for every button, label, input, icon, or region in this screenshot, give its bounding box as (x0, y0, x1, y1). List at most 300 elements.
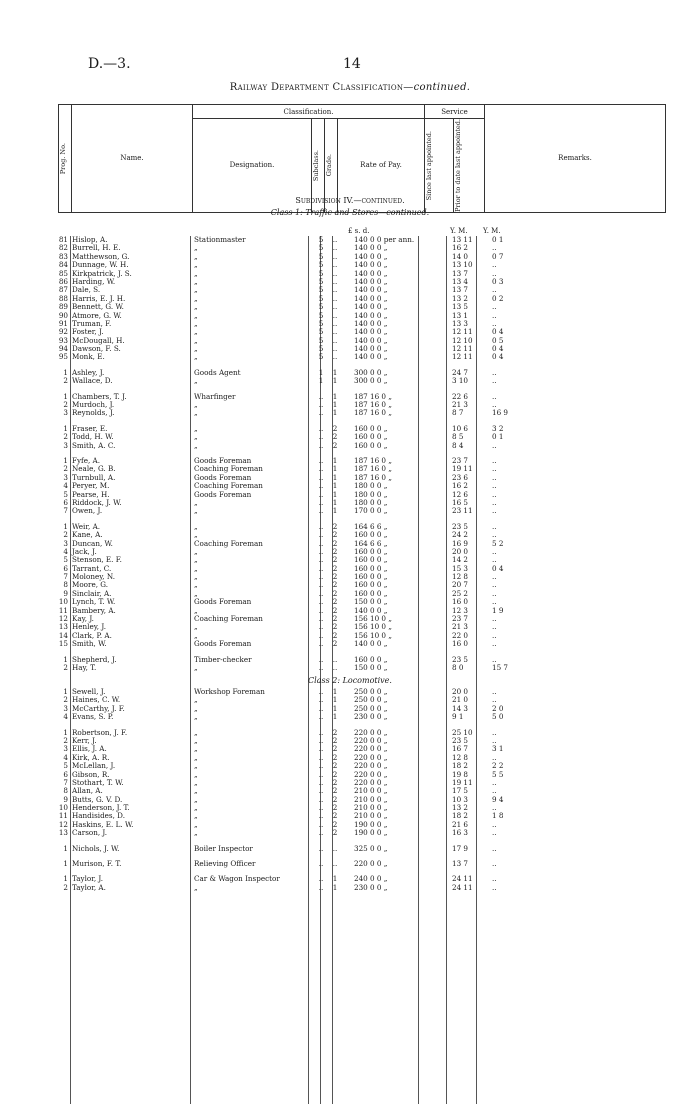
designation: „ (194, 777, 198, 787)
designation: Timber-checker (194, 654, 252, 664)
employee-name: McDougall, H. (72, 335, 125, 345)
rate-of-pay: 156 10 0 „ (354, 630, 393, 640)
row-number: 91 (58, 318, 68, 328)
service-since-last: 12 11 (452, 327, 473, 337)
rate-of-pay: 220 0 0 „ (354, 859, 388, 869)
service-prior: .. (492, 572, 497, 582)
rate-of-pay: 220 0 0 „ (354, 777, 388, 787)
service-prior: .. (492, 803, 497, 813)
employee-name: Fyfe, A. (72, 455, 101, 465)
service-prior: .. (492, 521, 497, 531)
grade: .. (332, 243, 338, 253)
rate-of-pay: 160 0 0 „ (354, 588, 388, 598)
subclass: .. (318, 744, 324, 754)
service-since-last: 24 11 (452, 882, 473, 892)
rate-of-pay: 220 0 0 „ (354, 752, 388, 762)
service-since-last: 17 5 (452, 786, 469, 796)
row-number: 94 (58, 344, 68, 354)
employee-name: Murdoch, J. (72, 400, 115, 410)
service-since-last: 13 10 (452, 260, 473, 270)
designation: „ (194, 588, 198, 598)
designation: „ (194, 630, 198, 640)
employee-name: Moore, G. (72, 580, 109, 590)
service-prior: .. (492, 654, 497, 664)
designation: „ (194, 735, 198, 745)
grade: 1 (332, 391, 338, 401)
subclass: 5 (318, 251, 324, 261)
subclass: .. (318, 489, 324, 499)
row-number: 3 (63, 408, 68, 418)
service-since-last: 23 7 (452, 455, 469, 465)
rate-of-pay: 164 6 6 „ (354, 538, 388, 548)
rate-of-pay: 240 0 0 „ (354, 874, 388, 884)
service-since-last: 20 0 (452, 687, 469, 696)
grade: .. (332, 310, 338, 320)
designation: Wharfinger (194, 391, 236, 401)
rate-of-pay: 220 0 0 „ (354, 727, 388, 737)
service-since-last: 13 7 (452, 268, 469, 278)
designation: „ (194, 882, 198, 892)
grade: 2 (332, 588, 338, 598)
rate-of-pay: 164 6 6 „ (354, 521, 388, 531)
designation: „ (194, 276, 198, 286)
class2-rows (58, 688, 666, 892)
rate-of-pay: 140 0 0 „ (354, 285, 388, 295)
rate-of-pay: 187 16 0 „ (354, 472, 393, 482)
class2-heading: Class 2: Locomotive. (308, 676, 392, 685)
service-since-last: 13 11 (452, 235, 473, 244)
employee-name: Shepherd, J. (72, 654, 117, 664)
rate-of-pay: 210 0 0 „ (354, 811, 388, 821)
subclass: .. (318, 695, 324, 705)
service-units-2: Y. M. (483, 227, 501, 235)
designation: „ (194, 310, 198, 320)
grade: 2 (332, 735, 338, 745)
service-since-last: 13 4 (452, 276, 469, 286)
grade: 2 (332, 440, 338, 450)
employee-name: Smith, A. C. (72, 440, 116, 450)
subclass: .. (318, 622, 324, 632)
grade: 1 (332, 703, 338, 713)
class1-heading: Class 1: Traffic and Stores—continued. (270, 208, 430, 217)
employee-name: Matthewson, G. (72, 251, 130, 261)
service-prior: 0 3 (492, 276, 504, 286)
employee-name: Haines, C. W. (72, 695, 121, 705)
row-number: 10 (58, 597, 68, 607)
subclass: .. (318, 530, 324, 540)
employee-name: Lynch, T. W. (72, 597, 116, 607)
subclass: .. (318, 727, 324, 737)
rate-of-pay: 160 0 0 „ (354, 580, 388, 590)
row-number: 3 (63, 472, 68, 482)
subclass: .. (318, 538, 324, 548)
row-number: 6 (63, 769, 68, 779)
rate-of-pay: 160 0 0 „ (354, 555, 388, 565)
subclass: 5 (318, 318, 324, 328)
row-number: 82 (58, 243, 68, 253)
rate-of-pay: 180 0 0 „ (354, 481, 388, 491)
grade: 1 (332, 506, 338, 516)
service-since-last: 12 10 (452, 335, 473, 345)
grade: 1 (332, 712, 338, 722)
grade: 2 (332, 521, 338, 531)
row-number: 87 (58, 285, 68, 295)
employee-name: Henley, J. (72, 622, 106, 632)
employee-name: Ashley, J. (72, 367, 105, 377)
service-since-last: 12 11 (452, 352, 473, 362)
grade: 2 (332, 572, 338, 582)
subclass: .. (318, 874, 324, 884)
subclass: .. (318, 662, 324, 672)
employee-name: Neale, G. B. (72, 464, 116, 474)
row-number: 1 (63, 391, 68, 401)
subclass: 5 (318, 310, 324, 320)
rate-header: Rate of Pay. (338, 119, 425, 213)
service-prior: 16 9 (492, 408, 509, 418)
rate-of-pay: 250 0 0 „ (354, 703, 388, 713)
row-number: 3 (63, 744, 68, 754)
employee-name: Dale, S. (72, 285, 101, 295)
designation: „ (194, 302, 198, 312)
row-number: 13 (58, 828, 68, 838)
designation: Coaching Foreman (194, 464, 263, 474)
service-prior: .. (492, 727, 497, 737)
rate-of-pay: 140 0 0 „ (354, 310, 388, 320)
grade: 2 (332, 605, 338, 615)
employee-name: Gibson, R. (72, 769, 110, 779)
rate-of-pay: 150 0 0 „ (354, 597, 388, 607)
service-since-last: 16 7 (452, 744, 469, 754)
service-since-last: 23 5 (452, 654, 469, 664)
service-since-last: 13 2 (452, 803, 469, 813)
title-suffix: —continued. (403, 82, 471, 93)
subclass: .. (318, 497, 324, 507)
subclass: 5 (318, 285, 324, 295)
row-number: 11 (58, 605, 68, 615)
rate-of-pay: 140 0 0 „ (354, 302, 388, 312)
designation: „ (194, 752, 198, 762)
subdivision-heading: Subdivision IV.—continued. (295, 196, 405, 205)
service-prior: .. (492, 786, 497, 796)
grade: .. (332, 285, 338, 295)
employee-name: Carson, J. (72, 828, 108, 838)
rate-of-pay: 140 0 0 „ (354, 276, 388, 286)
subclass: .. (318, 597, 324, 607)
subclass: .. (318, 712, 324, 722)
subclass: 5 (318, 302, 324, 312)
subclass: .. (318, 735, 324, 745)
document-reference: D.—3. (88, 56, 131, 72)
service-since-last: 3 10 (452, 376, 469, 386)
designation: „ (194, 580, 198, 590)
subclass: 5 (318, 243, 324, 253)
grade: 1 (332, 400, 338, 410)
service-prior: .. (492, 318, 497, 328)
remarks-header: Remarks. (485, 105, 666, 213)
subclass: .. (318, 687, 324, 696)
employee-name: Harding, W. (72, 276, 116, 286)
designation: „ (194, 268, 198, 278)
service-since-last: 16 2 (452, 243, 469, 253)
service-prior: 0 5 (492, 335, 504, 345)
service-since-last: 16 9 (452, 538, 469, 548)
service-since-last: 13 5 (452, 302, 469, 312)
subclass: .. (318, 481, 324, 491)
service-prior: .. (492, 546, 497, 556)
service-prior: .. (492, 843, 497, 853)
rate-of-pay: 230 0 0 „ (354, 882, 388, 892)
employee-name: Stothart, T. W. (72, 777, 124, 787)
grade: 2 (332, 811, 338, 821)
rate-of-pay: 140 0 0 „ (354, 327, 388, 337)
rate-of-pay: 160 0 0 „ (354, 440, 388, 450)
subclass: .. (318, 423, 324, 433)
service-since-last: 8 5 (452, 432, 464, 442)
designation: „ (194, 811, 198, 821)
rate-of-pay: 187 16 0 „ (354, 455, 393, 465)
rate-of-pay: 156 10 0 „ (354, 622, 393, 632)
service-prior: .. (492, 555, 497, 565)
table-row (58, 860, 666, 868)
employee-name: Weir, A. (72, 521, 101, 531)
service-prior: .. (492, 243, 497, 253)
designation: „ (194, 786, 198, 796)
subclass: .. (318, 572, 324, 582)
service-since-last: 13 3 (452, 318, 469, 328)
designation: „ (194, 440, 198, 450)
service-prior: 1 9 (492, 605, 504, 615)
rate-of-pay: 170 0 0 „ (354, 506, 388, 516)
service-prior: 5 2 (492, 538, 504, 548)
table-row (58, 409, 666, 417)
page-title (0, 82, 700, 93)
employee-name: Pearse, H. (72, 489, 110, 499)
service-since-last: 14 3 (452, 703, 469, 713)
grade: .. (332, 654, 338, 664)
rate-of-pay: 210 0 0 „ (354, 794, 388, 804)
row-number: 5 (63, 761, 68, 771)
row-number: 86 (58, 276, 68, 286)
subclass: .. (318, 440, 324, 450)
subclass: .. (318, 546, 324, 556)
rate-of-pay: 187 16 0 „ (354, 391, 393, 401)
designation: „ (194, 761, 198, 771)
subclass: .. (318, 769, 324, 779)
designation: Goods Foreman (194, 639, 252, 649)
rate-of-pay: 220 0 0 „ (354, 735, 388, 745)
service-prior: .. (492, 819, 497, 829)
grade: 2 (332, 639, 338, 649)
service-since-last: 16 0 (452, 597, 469, 607)
service-since-last: 14 0 (452, 251, 469, 261)
employee-name: Butts, G. V. D. (72, 794, 123, 804)
designation: „ (194, 352, 198, 362)
employee-name: Foster, J. (72, 327, 104, 337)
service-prior: 9 4 (492, 794, 504, 804)
grade: .. (332, 235, 338, 244)
subclass: 5 (318, 344, 324, 354)
designation: „ (194, 546, 198, 556)
rate-of-pay: 250 0 0 „ (354, 687, 388, 696)
rate-of-pay: 140 0 0 „ (354, 251, 388, 261)
subclass: .. (318, 408, 324, 418)
row-number: 5 (63, 489, 68, 499)
subclass: .. (318, 882, 324, 892)
employee-name: Kirkpatrick, J. S. (72, 268, 132, 278)
row-number: 4 (63, 546, 68, 556)
row-number: 1 (63, 367, 68, 377)
designation: Goods Foreman (194, 455, 252, 465)
employee-name: Bennett, G. W. (72, 302, 124, 312)
subclass: 5 (318, 327, 324, 337)
service-prior: 2 0 (492, 703, 504, 713)
service-since-last: 18 2 (452, 761, 469, 771)
rate-of-pay: 140 0 0 per ann. (354, 235, 415, 244)
service-since-last: 22 0 (452, 630, 469, 640)
employee-name: Hay, T. (72, 662, 97, 672)
designation: „ (194, 344, 198, 354)
designation: „ (194, 243, 198, 253)
grade: 2 (332, 777, 338, 787)
employee-name: Jack, J. (72, 546, 97, 556)
subclass: .. (318, 752, 324, 762)
designation: „ (194, 828, 198, 838)
service-prior: 3 1 (492, 744, 504, 754)
grade: 2 (332, 828, 338, 838)
row-number: 83 (58, 251, 68, 261)
service-prior: 0 4 (492, 344, 504, 354)
service-prior: .. (492, 695, 497, 705)
employee-name: Turnbull, A. (72, 472, 116, 482)
row-number: 3 (63, 703, 68, 713)
designation: „ (194, 703, 198, 713)
service-since-last: 22 6 (452, 391, 469, 401)
service-prior: .. (492, 400, 497, 410)
rate-of-pay: 325 0 0 „ (354, 843, 388, 853)
rate-of-pay: 187 16 0 „ (354, 408, 393, 418)
designation: „ (194, 497, 198, 507)
row-number: 88 (58, 293, 68, 303)
table-row (58, 353, 666, 361)
employee-name: Kirk, A. R. (72, 752, 110, 762)
grade: 1 (332, 687, 338, 696)
designation: „ (194, 727, 198, 737)
service-prior: 3 2 (492, 423, 504, 433)
employee-name: Clark, P. A. (72, 630, 112, 640)
subclass: 5 (318, 268, 324, 278)
row-number: 92 (58, 327, 68, 337)
rate-of-pay: 210 0 0 „ (354, 803, 388, 813)
service-since-last: 21 6 (452, 819, 469, 829)
employee-name: Burrell, H. E. (72, 243, 121, 253)
service-since-last: 24 7 (452, 367, 469, 377)
rate-of-pay: 140 0 0 „ (354, 318, 388, 328)
grade: 1 (332, 367, 338, 377)
row-number: 1 (63, 843, 68, 853)
table-row (58, 829, 666, 837)
rate-of-pay: 156 10 0 „ (354, 614, 393, 624)
service-since-last: 13 7 (452, 285, 469, 295)
service-prior: .. (492, 530, 497, 540)
rate-of-pay: 160 0 0 „ (354, 563, 388, 573)
row-number: 1 (63, 687, 68, 696)
row-number: 5 (63, 555, 68, 565)
service-since-last: 20 7 (452, 580, 469, 590)
subclass: .. (318, 391, 324, 401)
subclass: .. (318, 859, 324, 869)
row-number: 1 (63, 654, 68, 664)
service-prior: .. (492, 874, 497, 884)
service-prior: 5 0 (492, 712, 504, 722)
designation: „ (194, 662, 198, 672)
grade: .. (332, 302, 338, 312)
class1-rows (58, 236, 666, 672)
rate-of-pay: 230 0 0 „ (354, 712, 388, 722)
designation: „ (194, 794, 198, 804)
grade: 2 (332, 630, 338, 640)
service-prior: .. (492, 391, 497, 401)
service-prior: 2 2 (492, 761, 504, 771)
subclass: .. (318, 803, 324, 813)
grade: 1 (332, 472, 338, 482)
row-number: 2 (63, 882, 68, 892)
designation: „ (194, 769, 198, 779)
designation: Goods Foreman (194, 472, 252, 482)
row-number: 3 (63, 440, 68, 450)
table-row (58, 377, 666, 385)
employee-name: McCarthy, J. F. (72, 703, 125, 713)
rate-of-pay: 220 0 0 „ (354, 769, 388, 779)
row-number: 3 (63, 538, 68, 548)
service-prior: 0 7 (492, 251, 504, 261)
row-number: 7 (63, 506, 68, 516)
service-prior: .. (492, 367, 497, 377)
grade: 1 (332, 882, 338, 892)
service-since-last: 21 3 (452, 622, 469, 632)
row-number: 4 (63, 712, 68, 722)
row-number: 9 (63, 794, 68, 804)
row-number: 89 (58, 302, 68, 312)
service-prior: .. (492, 455, 497, 465)
subclass: .. (318, 639, 324, 649)
service-prior: .. (492, 506, 497, 516)
service-prior: .. (492, 639, 497, 649)
designation: „ (194, 260, 198, 270)
subclass: .. (318, 614, 324, 624)
designation: Workshop Foreman (194, 687, 265, 696)
designation: „ (194, 555, 198, 565)
designation: Goods Agent (194, 367, 241, 377)
row-number: 1 (63, 727, 68, 737)
employee-name: Kerr, J. (72, 735, 97, 745)
service-prior: 0 4 (492, 563, 504, 573)
rate-of-pay: 140 0 0 „ (354, 344, 388, 354)
employee-name: Stenson, E. F. (72, 555, 122, 565)
service-header: Service (425, 105, 485, 119)
grade: .. (332, 662, 338, 672)
grade: 2 (332, 761, 338, 771)
row-number: 2 (63, 432, 68, 442)
rate-of-pay: 140 0 0 „ (354, 268, 388, 278)
service-since-last: 16 5 (452, 497, 469, 507)
row-number: 13 (58, 622, 68, 632)
service-since-last: 18 2 (452, 811, 469, 821)
grade: 2 (332, 423, 338, 433)
rate-of-pay: 190 0 0 „ (354, 828, 388, 838)
employee-name: Duncan, W. (72, 538, 113, 548)
employee-name: Owen, J. (72, 506, 103, 516)
service-since-last: 21 3 (452, 400, 469, 410)
